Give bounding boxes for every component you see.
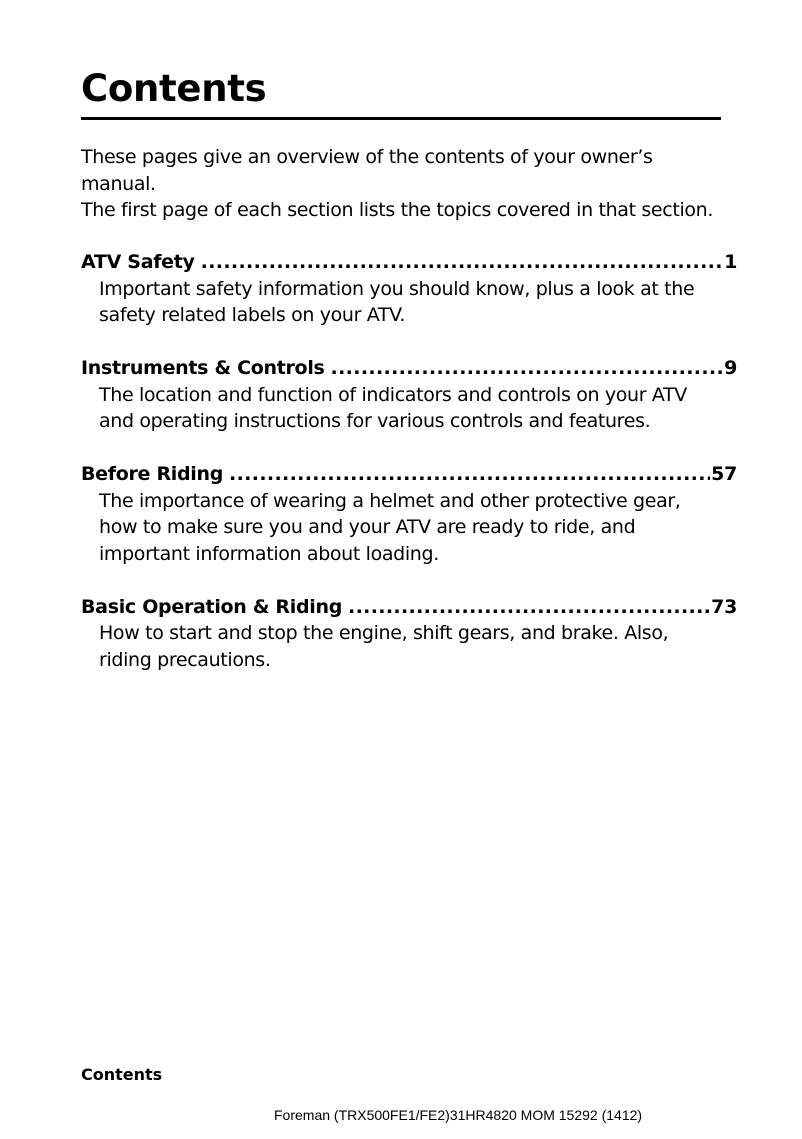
toc-page-number: 73 xyxy=(711,595,737,618)
toc-link-atv-safety[interactable] xyxy=(81,249,737,276)
toc-entry-before-riding xyxy=(81,461,737,567)
intro-line: These pages give an overview of the contents of your owner’s xyxy=(81,146,653,168)
toc-entry-atv-safety xyxy=(81,249,737,329)
toc-section-description xyxy=(81,620,737,673)
toc-section-description xyxy=(81,488,737,568)
toc-entry-instruments-controls xyxy=(81,355,737,435)
description-line: safety related labels on your ATV. xyxy=(99,304,406,326)
toc-section-description xyxy=(81,382,737,435)
toc-section-title: Basic Operation & Riding xyxy=(81,595,342,618)
footer-section-label: Contents xyxy=(81,1065,163,1084)
table-of-contents xyxy=(81,249,737,700)
description-line: The location and function of indicators and controls on your ATV xyxy=(99,383,687,406)
description-line: important information about loading. xyxy=(99,542,439,565)
toc-page-number: 57 xyxy=(711,463,737,485)
toc-section-description xyxy=(81,276,737,329)
toc-dot-leader xyxy=(348,594,710,621)
toc-dot-leader xyxy=(201,249,723,276)
description-line: The importance of wearing a helmet and other protective gear, xyxy=(99,489,681,512)
description-line: riding precautions. xyxy=(99,648,271,671)
toc-dot-leader xyxy=(229,461,710,488)
description-line: and operating instructions for various controls and features. xyxy=(99,410,651,432)
intro-line: The first page of each section lists the topics covered in that section. xyxy=(81,199,714,221)
toc-section-title: Instruments & Controls xyxy=(81,357,325,379)
toc-entry-basic-operation-riding xyxy=(81,594,737,674)
title-divider xyxy=(81,117,721,120)
description-line: how to make sure you and your ATV are ready to ride, and xyxy=(99,516,636,538)
intro-line: manual. xyxy=(81,172,156,195)
toc-link-instruments-controls[interactable] xyxy=(81,355,737,382)
page-title: Contents xyxy=(81,67,267,110)
toc-link-before-riding[interactable] xyxy=(81,461,737,488)
toc-page-number: 1 xyxy=(724,251,737,273)
toc-link-basic-operation-riding[interactable] xyxy=(81,594,737,621)
intro-paragraph xyxy=(81,144,726,224)
footer-document-id: Foreman (TRX500FE1/FE2)31HR4820 MOM 15292 (1412) xyxy=(274,1107,643,1123)
toc-section-title: Before Riding xyxy=(81,463,224,485)
description-line: Important safety information you should know, plus a look at the xyxy=(99,277,695,300)
toc-dot-leader xyxy=(331,355,724,382)
toc-page-number: 9 xyxy=(724,357,737,379)
toc-section-title: ATV Safety xyxy=(81,251,195,273)
description-line: How to start and stop the engine, shift gears, and brake. Also, xyxy=(99,622,669,644)
